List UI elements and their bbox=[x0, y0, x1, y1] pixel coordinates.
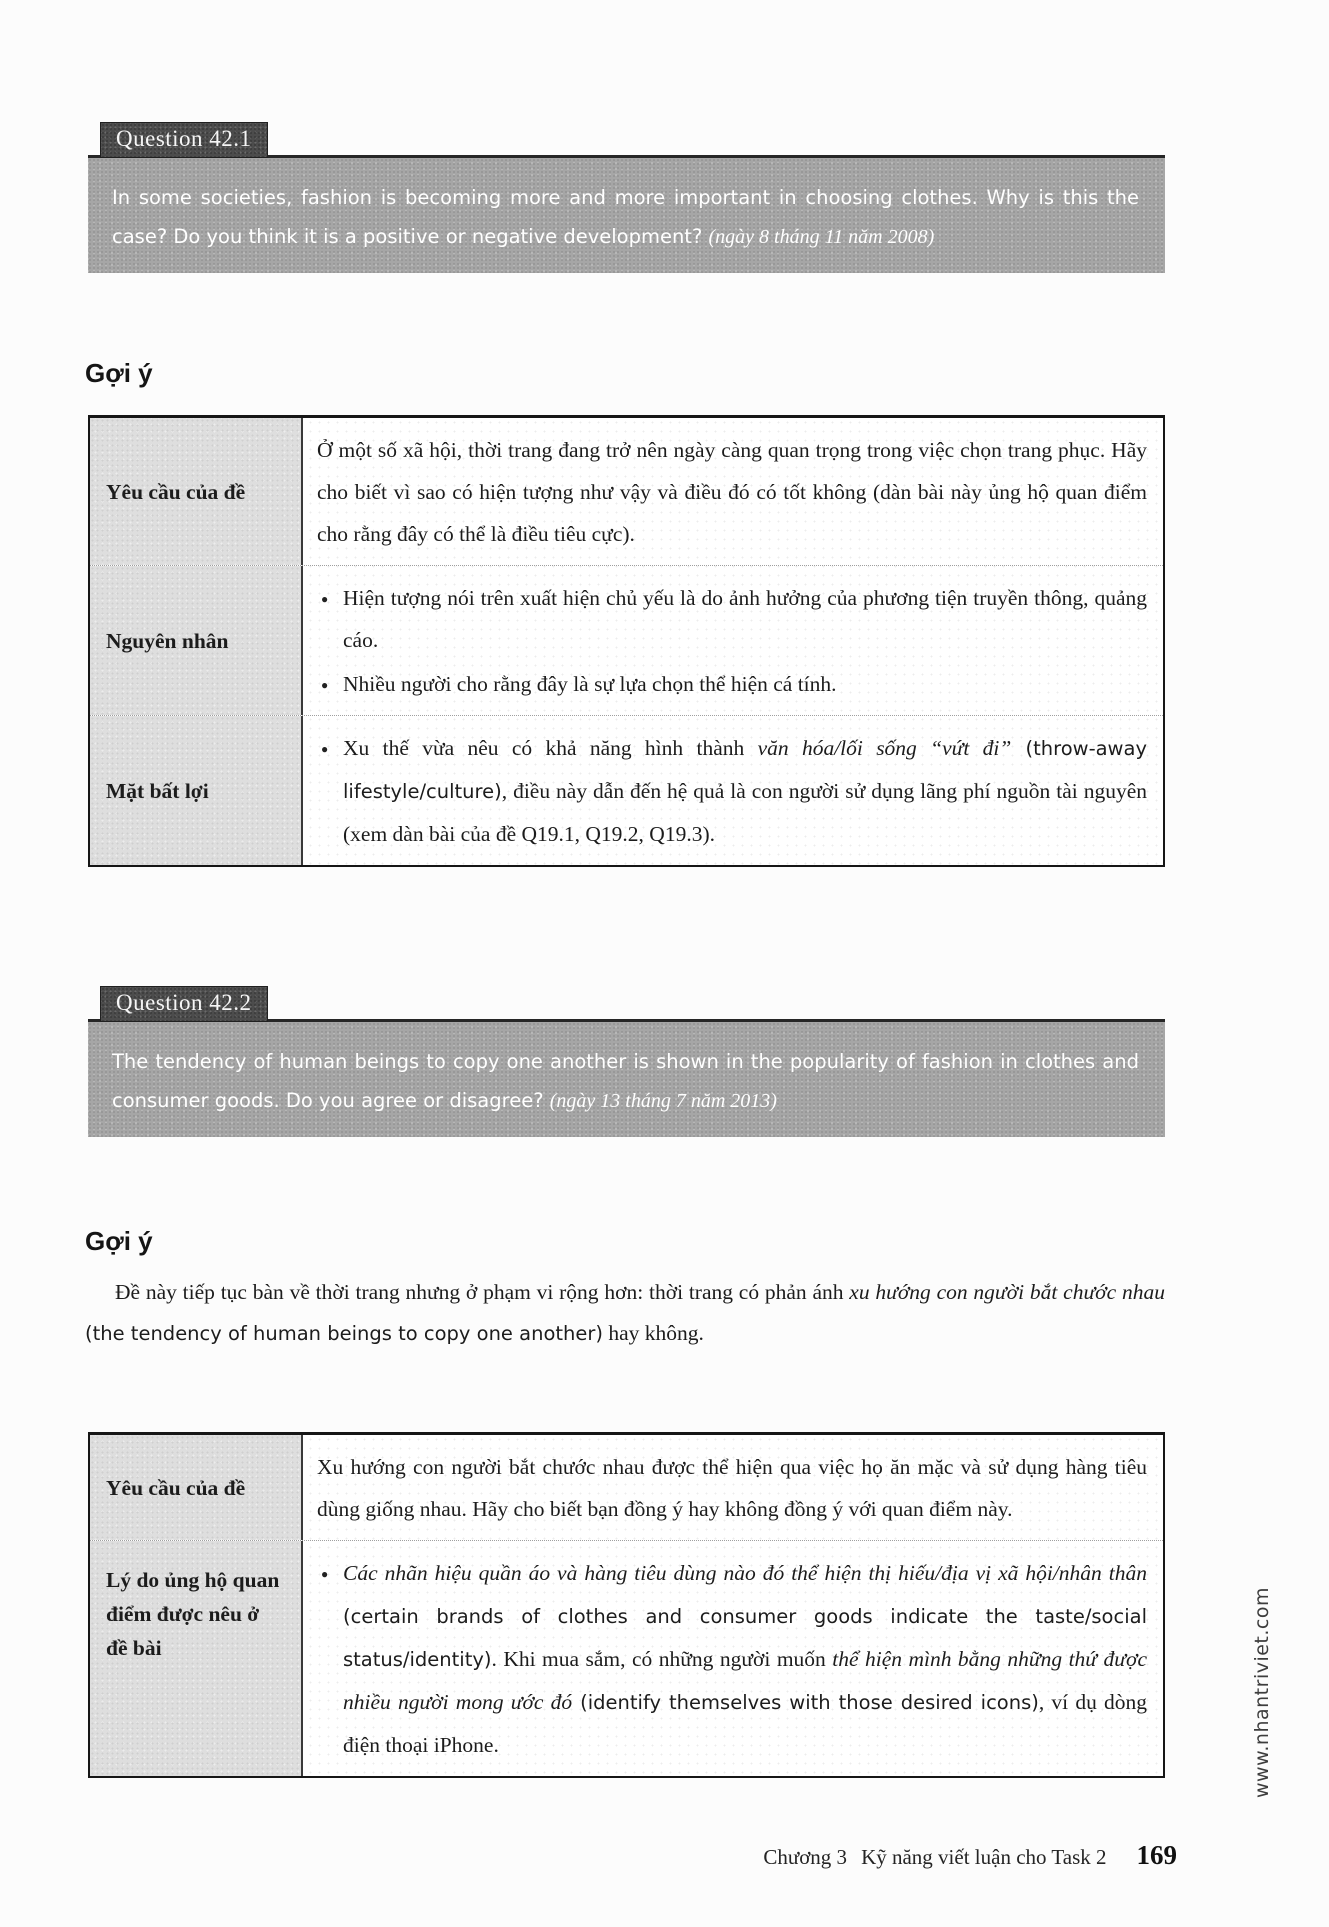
row-label: Lý do ủng hộ quan điểm được nêu ở đề bài bbox=[90, 1541, 303, 1776]
row-content bbox=[303, 1541, 1163, 1776]
page-footer bbox=[763, 1840, 1177, 1871]
question-422-text: The tendency of human beings to copy one another is shown in the popularity of fashion in clothes and consumer goods. Do you agree or disagree? bbox=[112, 1050, 1139, 1112]
table-row-requirement bbox=[90, 1435, 1163, 1540]
reason-text: Các nhãn hiệu quần áo và hàng tiêu dùng nào đó thể hiện thị hiếu/địa vị xã hội/nhân thân (certain brands of clothes and consumer goods indicate the taste/social status/identity). Khi mua sắm, có những người muốn thể hiện mình bằng những thứ được nhiều người mong ước đó (identify themselves with those desired icons), ví dụ dòng điện thoại iPhone. bbox=[343, 1561, 1147, 1757]
row-content bbox=[303, 716, 1163, 865]
row-content bbox=[303, 1435, 1163, 1540]
row-label: Yêu cầu của đề bbox=[90, 418, 303, 565]
row-label: Mặt bất lợi bbox=[90, 716, 303, 865]
question-421-tab: Question 42.1 bbox=[100, 122, 268, 158]
row-content bbox=[303, 566, 1163, 715]
question-421-box bbox=[88, 155, 1165, 273]
table-row-requirement bbox=[90, 418, 1163, 565]
bullet-icon: ● bbox=[321, 1567, 329, 1581]
bullet-icon: ● bbox=[321, 678, 329, 692]
list-item bbox=[317, 1552, 1147, 1766]
table-row-supporting-reasons bbox=[90, 1540, 1163, 1776]
hint2-intro-paragraph: Đề này tiếp tục bàn về thời trang nhưng ở phạm vi rộng hơn: thời trang có phản ánh xu hướng con người bắt chước nhau (the tendency of human beings to copy one another) hay không. bbox=[85, 1280, 1165, 1345]
cause-text: Hiện tượng nói trên xuất hiện chủ yếu là do ảnh hưởng của phương tiện truyền thông, quảng cáo. bbox=[343, 586, 1147, 652]
suggestion-table-1 bbox=[88, 415, 1165, 867]
table-row-disadvantage bbox=[90, 715, 1163, 865]
list-item bbox=[317, 663, 1147, 705]
publisher-watermark: www.nhantriviet.com bbox=[1251, 1586, 1273, 1798]
bullet-icon: ● bbox=[321, 742, 329, 756]
hint-heading-2: Gợi ý bbox=[85, 1226, 153, 1256]
question-421-date: (ngày 8 tháng 11 năm 2008) bbox=[708, 226, 935, 248]
list-item bbox=[317, 727, 1147, 855]
suggestion-table-2 bbox=[88, 1432, 1165, 1778]
requirement-text: Ở một số xã hội, thời trang đang trở nên ngày càng quan trọng trong việc chọn trang phục. Hãy cho biết vì sao có hiện tượng như vậy và điều đó có tốt không (dàn bài này ủng hộ quan điểm cho rằng đây có thể là điều tiêu cực). bbox=[317, 438, 1147, 546]
bullet-icon: ● bbox=[321, 592, 329, 606]
hint-heading-1: Gợi ý bbox=[85, 358, 153, 388]
list-item bbox=[317, 577, 1147, 661]
table-row-causes bbox=[90, 565, 1163, 715]
chapter-number: Chương 3 bbox=[763, 1845, 848, 1869]
row-label: Yêu cầu của đề bbox=[90, 1435, 303, 1540]
requirement-text: Xu hướng con người bắt chước nhau được thể hiện qua việc họ ăn mặc và sử dụng hàng tiêu dùng giống nhau. Hãy cho biết bạn đồng ý hay không đồng ý với quan điểm này. bbox=[317, 1455, 1147, 1521]
row-label: Nguyên nhân bbox=[90, 566, 303, 715]
row-content bbox=[303, 418, 1163, 565]
disadvantage-text: Xu thế vừa nêu có khả năng hình thành văn hóa/lối sống “vứt đi” (throw-away lifestyle/culture), điều này dẫn đến hệ quả là con người sử dụng lãng phí nguồn tài nguyên (xem dàn bài của đề Q19.1, Q19.2, Q19.3). bbox=[343, 736, 1147, 846]
question-422-tab: Question 42.2 bbox=[100, 986, 268, 1022]
question-421-text: In some societies, fashion is becoming more and more important in choosing clothes. Why is this the case? Do you think it is a positive or negative development? bbox=[112, 186, 1139, 248]
cause-text: Nhiều người cho rằng đây là sự lựa chọn thể hiện cá tính. bbox=[343, 672, 837, 696]
question-422-section bbox=[88, 986, 1165, 1137]
question-422-date: (ngày 13 tháng 7 năm 2013) bbox=[549, 1090, 777, 1112]
chapter-title: Kỹ năng viết luận cho Task 2 bbox=[861, 1845, 1107, 1869]
page-number: 169 bbox=[1136, 1840, 1177, 1870]
question-421-section bbox=[88, 122, 1165, 273]
question-422-box bbox=[88, 1019, 1165, 1137]
